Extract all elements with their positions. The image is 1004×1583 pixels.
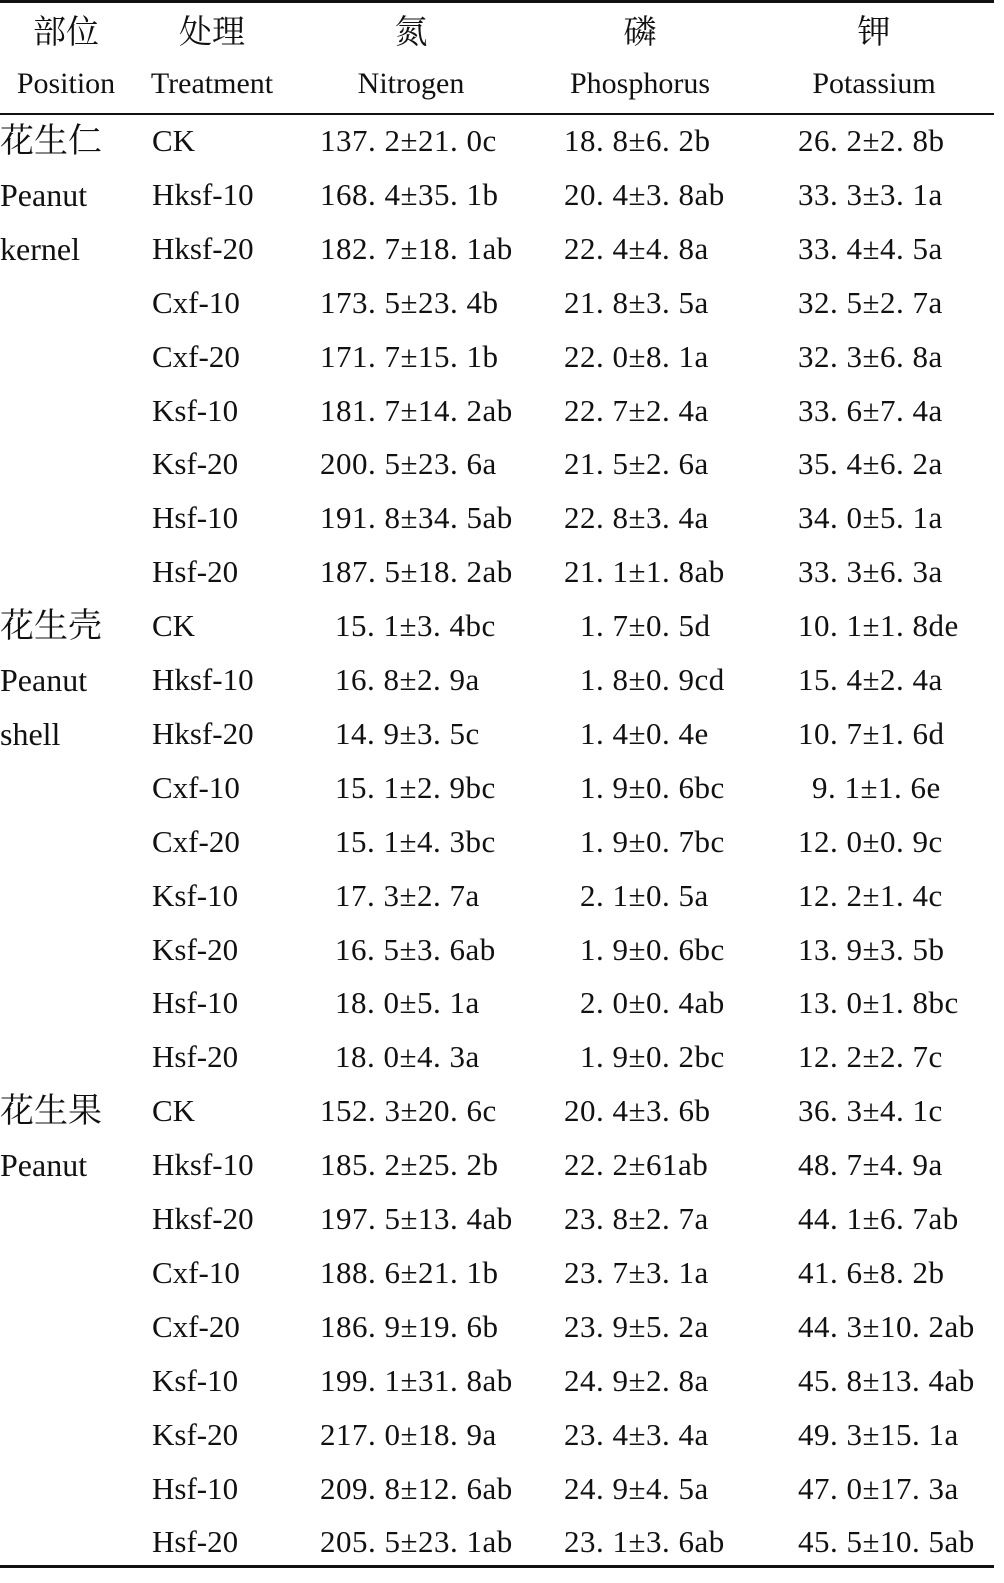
- phosphorus-cell: 1. 9±0. 6bc: [580, 769, 725, 805]
- phosphorus-cell: 23. 8±2. 7a: [564, 1201, 709, 1236]
- treatment-cell: Hsf-20: [152, 1524, 239, 1560]
- header-nitrogen-en: Nitrogen: [357, 67, 465, 100]
- treatment-cell: Cxf-20: [152, 823, 240, 859]
- potassium-cell: 33. 6±7. 4a: [798, 392, 943, 428]
- header-position-en: Position: [16, 67, 116, 100]
- potassium-cell: 45. 8±13. 4ab: [798, 1362, 975, 1398]
- phosphorus-cell: 20. 4±3. 6b: [564, 1093, 711, 1129]
- treatment-cell: Hsf-10: [152, 500, 239, 536]
- potassium-cell: 36. 3±4. 1c: [798, 1093, 943, 1129]
- phosphorus-cell: 21. 5±2. 6a: [564, 446, 709, 482]
- phosphorus-cell: 24. 9±2. 8a: [564, 1362, 709, 1398]
- phosphorus-cell: 24. 9±4. 5a: [564, 1470, 709, 1506]
- treatment-cell: Hksf-20: [152, 1201, 254, 1236]
- position-label: Peanut: [0, 1147, 88, 1184]
- nitrogen-cell: 168. 4±35. 1b: [320, 176, 499, 212]
- potassium-cell: 10. 1±1. 8de: [798, 608, 959, 644]
- treatment-cell: Hsf-10: [152, 1470, 239, 1506]
- header-potassium-cn: 钾: [857, 12, 891, 51]
- phosphorus-cell: 23. 1±3. 6ab: [564, 1524, 725, 1560]
- position-label: 花生壳: [0, 606, 102, 647]
- phosphorus-cell: 2. 1±0. 5a: [580, 877, 709, 913]
- nitrogen-cell: 16. 5±3. 6ab: [335, 931, 496, 967]
- treatment-cell: Ksf-20: [152, 931, 239, 967]
- potassium-cell: 41. 6±8. 2b: [798, 1254, 945, 1290]
- nitrogen-cell: 137. 2±21. 0c: [320, 123, 497, 158]
- header-position-cn: 部位: [33, 12, 99, 51]
- nitrogen-cell: 16. 8±2. 9a: [335, 662, 480, 697]
- potassium-cell: 13. 9±3. 5b: [798, 931, 945, 967]
- potassium-cell: 45. 5±10. 5ab: [798, 1524, 975, 1560]
- treatment-cell: CK: [152, 123, 196, 158]
- potassium-cell: 15. 4±2. 4a: [798, 662, 943, 697]
- position-label: Peanut: [0, 662, 88, 698]
- nitrogen-cell: 15. 1±4. 3bc: [335, 823, 496, 859]
- phosphorus-cell: 20. 4±3. 8ab: [564, 176, 725, 212]
- potassium-cell: 49. 3±15. 1a: [798, 1416, 959, 1452]
- potassium-cell: 35. 4±6. 2a: [798, 446, 943, 482]
- nitrogen-cell: 15. 1±2. 9bc: [335, 769, 496, 805]
- potassium-cell: 33. 4±4. 5a: [798, 230, 943, 266]
- treatment-cell: Ksf-20: [152, 446, 239, 482]
- treatment-cell: Cxf-10: [152, 1254, 240, 1290]
- potassium-cell: 48. 7±4. 9a: [798, 1147, 943, 1183]
- treatment-cell: Hksf-20: [152, 230, 254, 266]
- potassium-cell: 33. 3±6. 3a: [798, 554, 943, 590]
- phosphorus-cell: 1. 9±0. 7bc: [580, 823, 725, 859]
- potassium-cell: 12. 2±1. 4c: [798, 877, 943, 913]
- position-label: Peanut: [0, 176, 88, 213]
- potassium-cell: 47. 0±17. 3a: [798, 1470, 959, 1506]
- treatment-cell: Ksf-10: [152, 392, 239, 428]
- phosphorus-cell: 22. 2±61ab: [564, 1147, 709, 1183]
- phosphorus-cell: 23. 7±3. 1a: [564, 1254, 709, 1290]
- nitrogen-cell: 15. 1±3. 4bc: [335, 608, 496, 644]
- treatment-cell: Ksf-10: [152, 1362, 239, 1398]
- nitrogen-cell: 200. 5±23. 6a: [320, 446, 497, 482]
- treatment-cell: Hksf-10: [152, 662, 254, 697]
- potassium-cell: 10. 7±1. 6d: [798, 715, 945, 751]
- potassium-cell: 26. 2±2. 8b: [798, 123, 945, 158]
- potassium-cell: 44. 3±10. 2ab: [798, 1308, 975, 1344]
- treatment-cell: Hksf-10: [152, 1147, 254, 1183]
- phosphorus-cell: 22. 7±2. 4a: [564, 392, 709, 428]
- header-phosphorus-en: Phosphorus: [569, 67, 711, 100]
- potassium-cell: 34. 0±5. 1a: [798, 500, 943, 536]
- header-potassium-en: Potassium: [812, 67, 936, 100]
- phosphorus-cell: 18. 8±6. 2b: [564, 123, 711, 158]
- treatment-cell: Hksf-20: [152, 715, 254, 751]
- table-top-rule: [0, 0, 994, 3]
- potassium-cell: 32. 5±2. 7a: [798, 284, 943, 320]
- nitrogen-cell: 18. 0±4. 3a: [335, 1039, 480, 1075]
- nitrogen-cell: 173. 5±23. 4b: [320, 284, 499, 320]
- position-label: shell: [0, 715, 61, 752]
- potassium-cell: 12. 0±0. 9c: [798, 823, 943, 859]
- phosphorus-cell: 1. 8±0. 9cd: [580, 662, 725, 697]
- potassium-cell: 9. 1±1. 6e: [812, 769, 941, 805]
- phosphorus-cell: 22. 0±8. 1a: [564, 338, 709, 374]
- treatment-cell: Cxf-20: [152, 1308, 240, 1344]
- potassium-cell: 12. 2±2. 7c: [798, 1039, 943, 1075]
- treatment-cell: CK: [152, 1093, 196, 1129]
- phosphorus-cell: 2. 0±0. 4ab: [580, 985, 725, 1021]
- phosphorus-cell: 1. 4±0. 4e: [580, 715, 709, 751]
- treatment-cell: Hsf-10: [152, 985, 239, 1021]
- nitrogen-cell: 205. 5±23. 1ab: [320, 1524, 513, 1560]
- nitrogen-cell: 197. 5±13. 4ab: [320, 1201, 513, 1236]
- position-label: 花生果: [0, 1091, 102, 1132]
- header-nitrogen-cn: 氮: [394, 12, 428, 51]
- nitrogen-cell: 186. 9±19. 6b: [320, 1308, 499, 1344]
- treatment-cell: Hsf-20: [152, 554, 239, 590]
- potassium-cell: 44. 1±6. 7ab: [798, 1201, 959, 1236]
- treatment-cell: Cxf-20: [152, 338, 240, 374]
- treatment-cell: Hsf-20: [152, 1039, 239, 1075]
- position-label: 花生仁: [0, 121, 102, 161]
- treatment-cell: Cxf-10: [152, 284, 240, 320]
- nitrogen-cell: 187. 5±18. 2ab: [320, 554, 513, 590]
- phosphorus-cell: 22. 4±4. 8a: [564, 230, 709, 266]
- nitrogen-cell: 18. 0±5. 1a: [335, 985, 480, 1021]
- nitrogen-cell: 199. 1±31. 8ab: [320, 1362, 513, 1398]
- nitrogen-cell: 17. 3±2. 7a: [335, 877, 480, 913]
- potassium-cell: 33. 3±3. 1a: [798, 176, 943, 212]
- nitrogen-cell: 185. 2±25. 2b: [320, 1147, 499, 1183]
- phosphorus-cell: 22. 8±3. 4a: [564, 500, 709, 536]
- position-label: kernel: [0, 230, 80, 267]
- nitrogen-cell: 217. 0±18. 9a: [320, 1416, 497, 1452]
- treatment-cell: CK: [152, 608, 196, 644]
- phosphorus-cell: 1. 9±0. 6bc: [580, 931, 725, 967]
- phosphorus-cell: 1. 7±0. 5d: [580, 608, 711, 644]
- phosphorus-cell: 21. 8±3. 5a: [564, 284, 709, 320]
- header-phosphorus-cn: 磷: [623, 12, 657, 51]
- nitrogen-cell: 14. 9±3. 5c: [335, 715, 480, 751]
- potassium-cell: 13. 0±1. 8bc: [798, 985, 959, 1021]
- table-header-rule: [0, 113, 994, 115]
- nitrogen-cell: 152. 3±20. 6c: [320, 1093, 497, 1129]
- phosphorus-cell: 1. 9±0. 2bc: [580, 1039, 725, 1075]
- nitrogen-cell: 209. 8±12. 6ab: [320, 1470, 513, 1506]
- nitrogen-cell: 181. 7±14. 2ab: [320, 392, 513, 428]
- phosphorus-cell: 23. 9±5. 2a: [564, 1308, 709, 1344]
- nitrogen-cell: 188. 6±21. 1b: [320, 1254, 499, 1290]
- phosphorus-cell: 23. 4±3. 4a: [564, 1416, 709, 1452]
- treatment-cell: Ksf-10: [152, 877, 239, 913]
- treatment-cell: Ksf-20: [152, 1416, 239, 1452]
- header-treatment-en: Treatment: [150, 67, 274, 100]
- nitrogen-cell: 182. 7±18. 1ab: [320, 230, 513, 266]
- treatment-cell: Cxf-10: [152, 769, 240, 805]
- potassium-cell: 32. 3±6. 8a: [798, 338, 943, 374]
- header-treatment-cn: 处理: [179, 12, 245, 51]
- phosphorus-cell: 21. 1±1. 8ab: [564, 554, 725, 590]
- nitrogen-cell: 171. 7±15. 1b: [320, 338, 499, 374]
- treatment-cell: Hksf-10: [152, 176, 254, 212]
- table-bottom-rule: [0, 1565, 994, 1568]
- nitrogen-cell: 191. 8±34. 5ab: [320, 500, 513, 536]
